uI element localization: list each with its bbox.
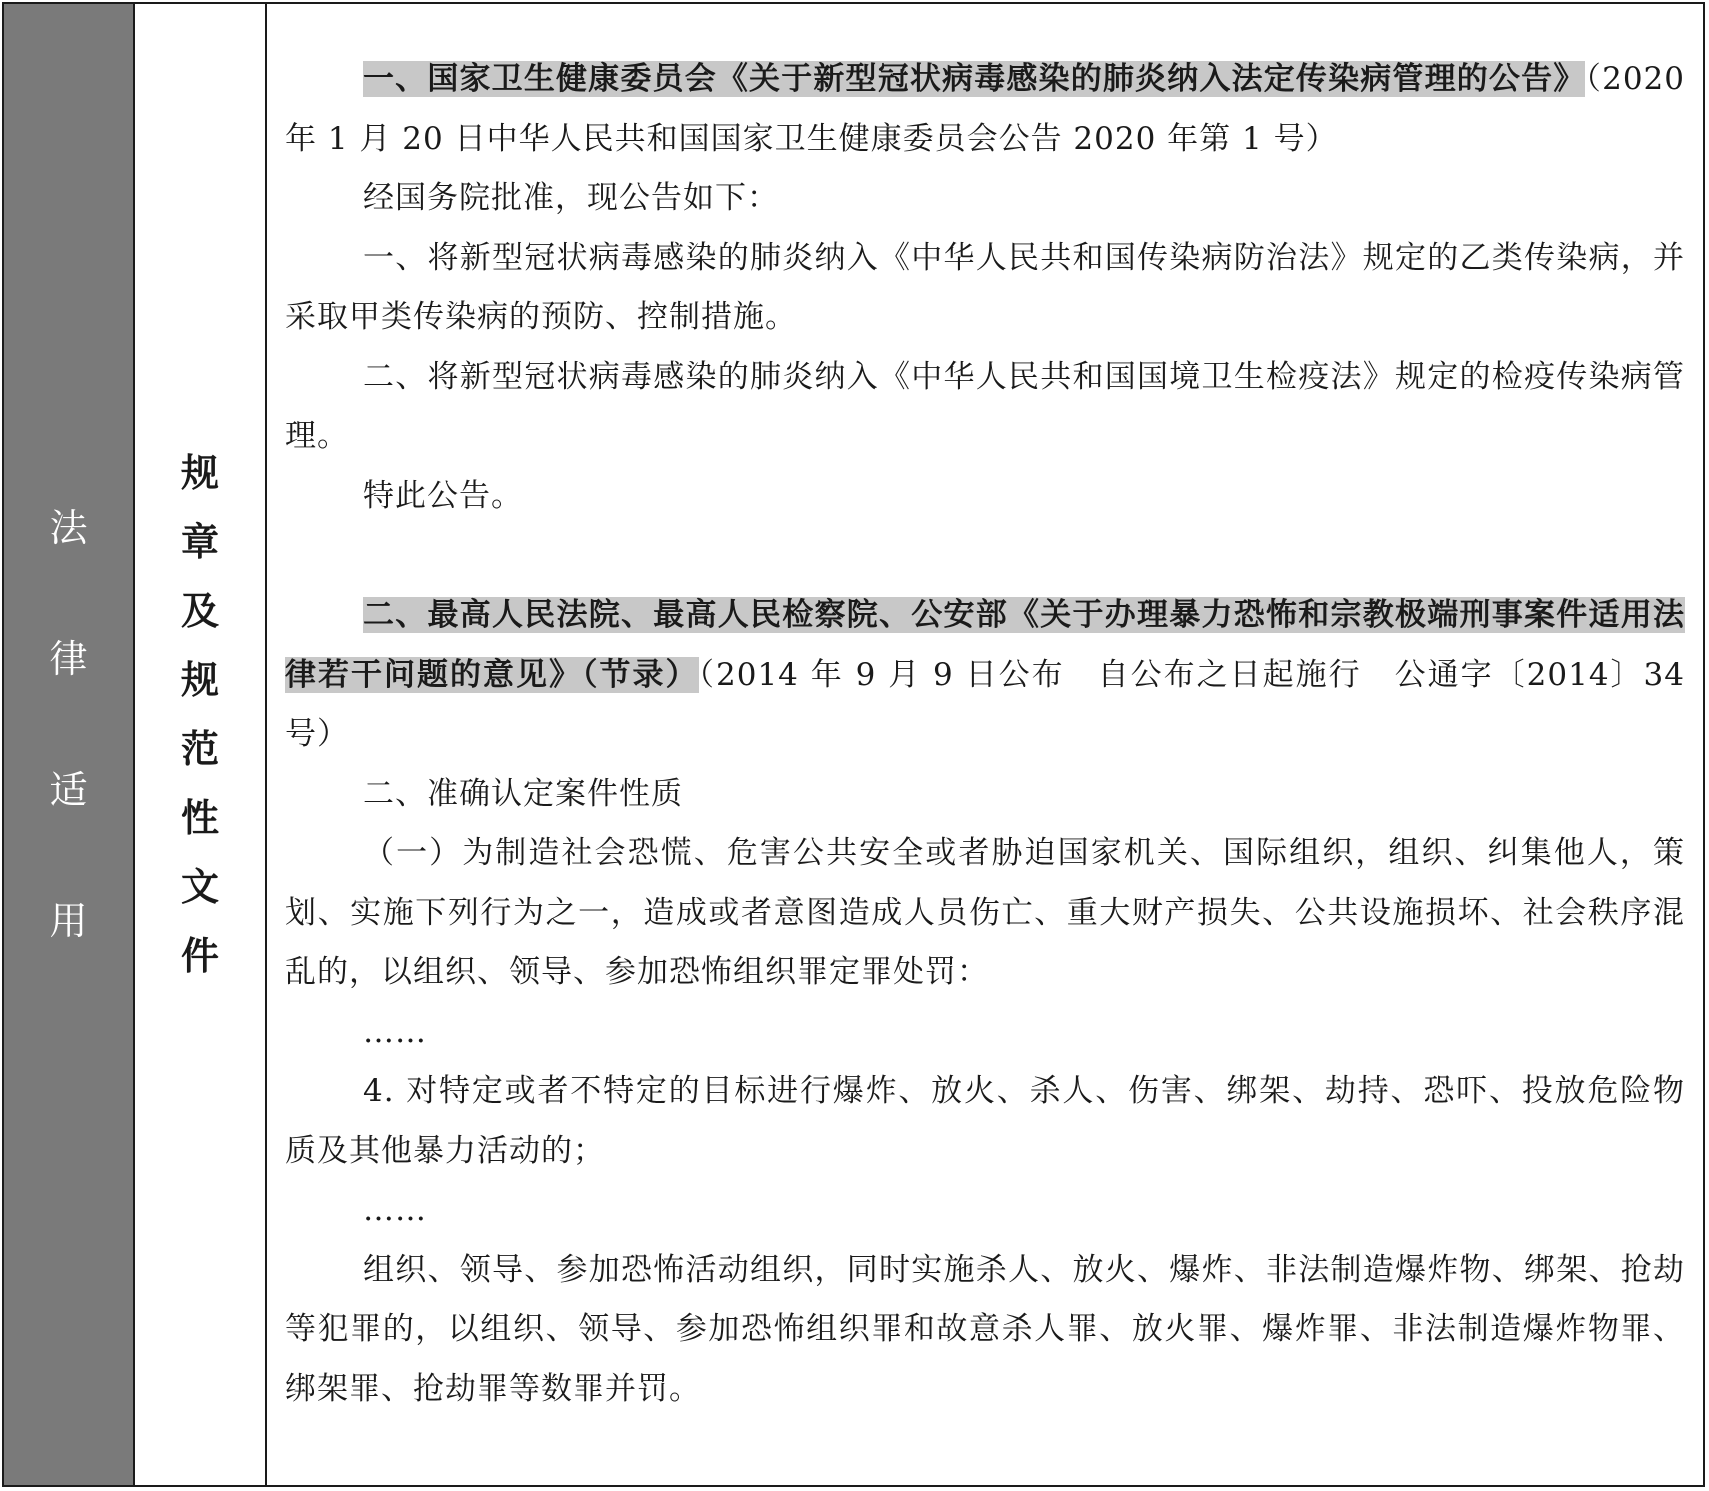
subcategory-column: [135, 4, 267, 1485]
section2-paragraph: 二、准确认定案件性质: [363, 775, 683, 812]
section1-source: （2020 年 1 月 20 日中华人民共和国国家卫生健康委员会公告 2020 年第 1 号）: [285, 61, 1685, 157]
category-column: [4, 4, 135, 1485]
section2-ellipsis: ……: [363, 1192, 427, 1228]
section1-paragraph: 二、将新型冠状病毒感染的肺炎纳入《中华人民共和国国境卫生检疫法》规定的检疫传染病管理。: [285, 358, 1685, 454]
category-label: 法律适用: [49, 505, 88, 943]
section1-heading: [285, 50, 1685, 169]
section1-paragraph: 一、将新型冠状病毒感染的肺炎纳入《中华人民共和国传染病防治法》规定的乙类传染病，并采取甲类传染病的预防、控制措施。: [285, 239, 1685, 335]
section-spacer: [285, 526, 1685, 586]
section2-paragraph: 组织、领导、参加恐怖活动组织，同时实施杀人、放火、爆炸、非法制造爆炸物、绑架、抢劫等犯罪的，以组织、领导、参加恐怖组织罪和故意杀人罪、放火罪、爆炸罪、非法制造爆炸物罪、绑架罪、抢劫罪等数罪并罚。: [285, 1251, 1685, 1407]
section1-paragraph: 特此公告。: [363, 477, 523, 514]
section1-title: 一、国家卫生健康委员会《关于新型冠状病毒感染的肺炎纳入法定传染病管理的公告》: [363, 61, 1586, 97]
subcategory-label: 规章及规范性文件: [180, 450, 219, 978]
section2-paragraph: 4. 对特定或者不特定的目标进行爆炸、放火、杀人、伤害、绑架、劫持、恐吓、投放危险物质及其他暴力活动的；: [285, 1073, 1685, 1169]
section2-ellipsis: ……: [363, 1013, 427, 1050]
section2-heading: [285, 586, 1685, 765]
section2-title: 二、最高人民法院、最高人民检察院、公安部《关于办理暴力恐怖和宗教极端刑事案件适用法律若干问题的意见》（节录）: [285, 597, 1685, 693]
section2-source: （2014 年 9 月 9 日公布 自公布之日起施行 公通字〔2014〕34 号）: [285, 656, 1685, 752]
section2-paragraph: （一）为制造社会恐慌、危害公共安全或者胁迫国家机关、国际组织，组织、纠集他人，策划、实施下列行为之一，造成或者意图造成人员伤亡、重大财产损失、公共设施损坏、社会秩序混乱的，以组织、领导、参加恐怖组织罪定罪处罚：: [285, 835, 1685, 990]
content-area: [285, 50, 1685, 1419]
section1-paragraph: 经国务院批准，现公告如下：: [363, 180, 779, 216]
